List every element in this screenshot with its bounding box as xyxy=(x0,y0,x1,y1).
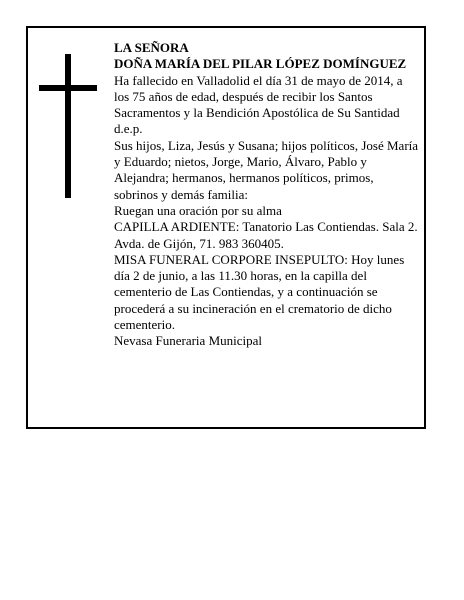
funeral-home: Nevasa Funeraria Municipal xyxy=(114,333,263,349)
notice-title-line1: LA SEÑORA xyxy=(114,40,189,55)
family-list: Sus hijos, Liza, Jesús y Susana; hijos políticos, José María y Eduardo; nietos, Jorge, Mario, Álvaro, Pablo y Alejandra; hermanos, hermanos políticos, primos, sobrinos y demás familia: xyxy=(114,137,419,202)
death-announcement: Ha fallecido en Valladolid el día 31 de mayo de 2014, a los 75 años de edad, después de recibir los Santos Sacramentos y la Bendición Apostólica de Su Santidad d.e.p. xyxy=(114,72,403,137)
deceased-name: DOÑA MARÍA DEL PILAR LÓPEZ DOMÍNGUEZ xyxy=(114,56,407,72)
funeral-mass-info: MISA FUNERAL CORPORE INSEPULTO: Hoy lunes día 2 de junio, a las 11.30 horas, en la capilla del cementerio de Las Contiendas, y a continuación se procederá a su incineración en el crematorio de dicho cementerio. xyxy=(114,251,405,333)
notice-body xyxy=(114,40,420,350)
cross-vertical-bar xyxy=(65,54,71,198)
obituary-notice xyxy=(26,26,426,429)
cross-horizontal-bar xyxy=(39,85,97,91)
prayer-request: Ruegan una oración por su alma xyxy=(114,202,282,218)
cross-icon xyxy=(39,54,97,198)
chapel-info: CAPILLA ARDIENTE: Tanatorio Las Contiendas. Sala 2. Avda. de Gijón, 71. 983 360405. xyxy=(114,219,418,251)
